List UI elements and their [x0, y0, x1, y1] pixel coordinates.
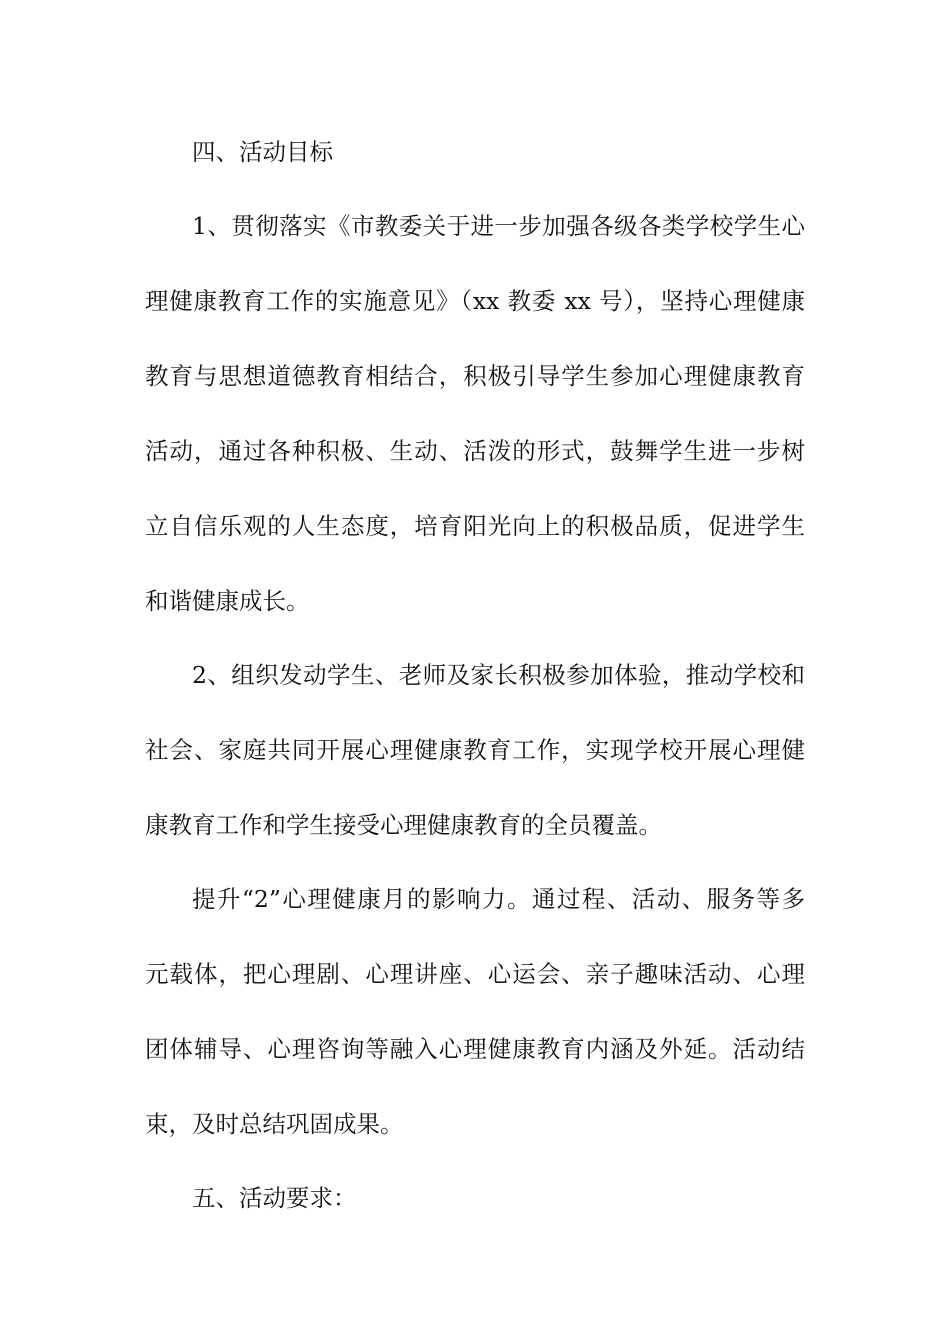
paragraph-line: 活动，通过各种积极、生动、活泼的形式，鼓舞学生进一步树 [145, 437, 805, 465]
paragraph-line: 团体辅导、心理咨询等融入心理健康教育内涵及外延。活动结 [145, 1035, 805, 1063]
section-heading-requirements: 五、活动要求： [192, 1184, 357, 1212]
paragraph-line: 理健康教育工作的实施意见》（xx 教委 xx 号），坚持心理健康 [145, 287, 805, 315]
paragraph-line: 社会、家庭共同开展心理健康教育工作，实现学校开展心理健 [145, 736, 805, 764]
paragraph-line: 提升“2”心理健康月的影响力。通过程、活动、服务等多 [192, 885, 805, 913]
paragraph-line: 束，及时总结巩固成果。 [145, 1110, 404, 1138]
paragraph-line: 教育与思想道德教育相结合，积极引导学生参加心理健康教育 [145, 362, 805, 390]
paragraph-line: 1、贯彻落实《市教委关于进一步加强各级各类学校学生心 [192, 212, 805, 240]
paragraph-line: 元载体，把心理剧、心理讲座、心运会、亲子趣味活动、心理 [145, 960, 805, 988]
paragraph-line: 立自信乐观的人生态度，培育阳光向上的积极品质，促进学生 [145, 512, 805, 540]
paragraph-line: 康教育工作和学生接受心理健康教育的全员覆盖。 [145, 811, 662, 839]
section-heading-goals: 四、活动目标 [192, 138, 333, 166]
paragraph-line: 2、组织发动学生、老师及家长积极参加体验，推动学校和 [192, 661, 805, 689]
paragraph-line: 和谐健康成长。 [145, 587, 310, 615]
